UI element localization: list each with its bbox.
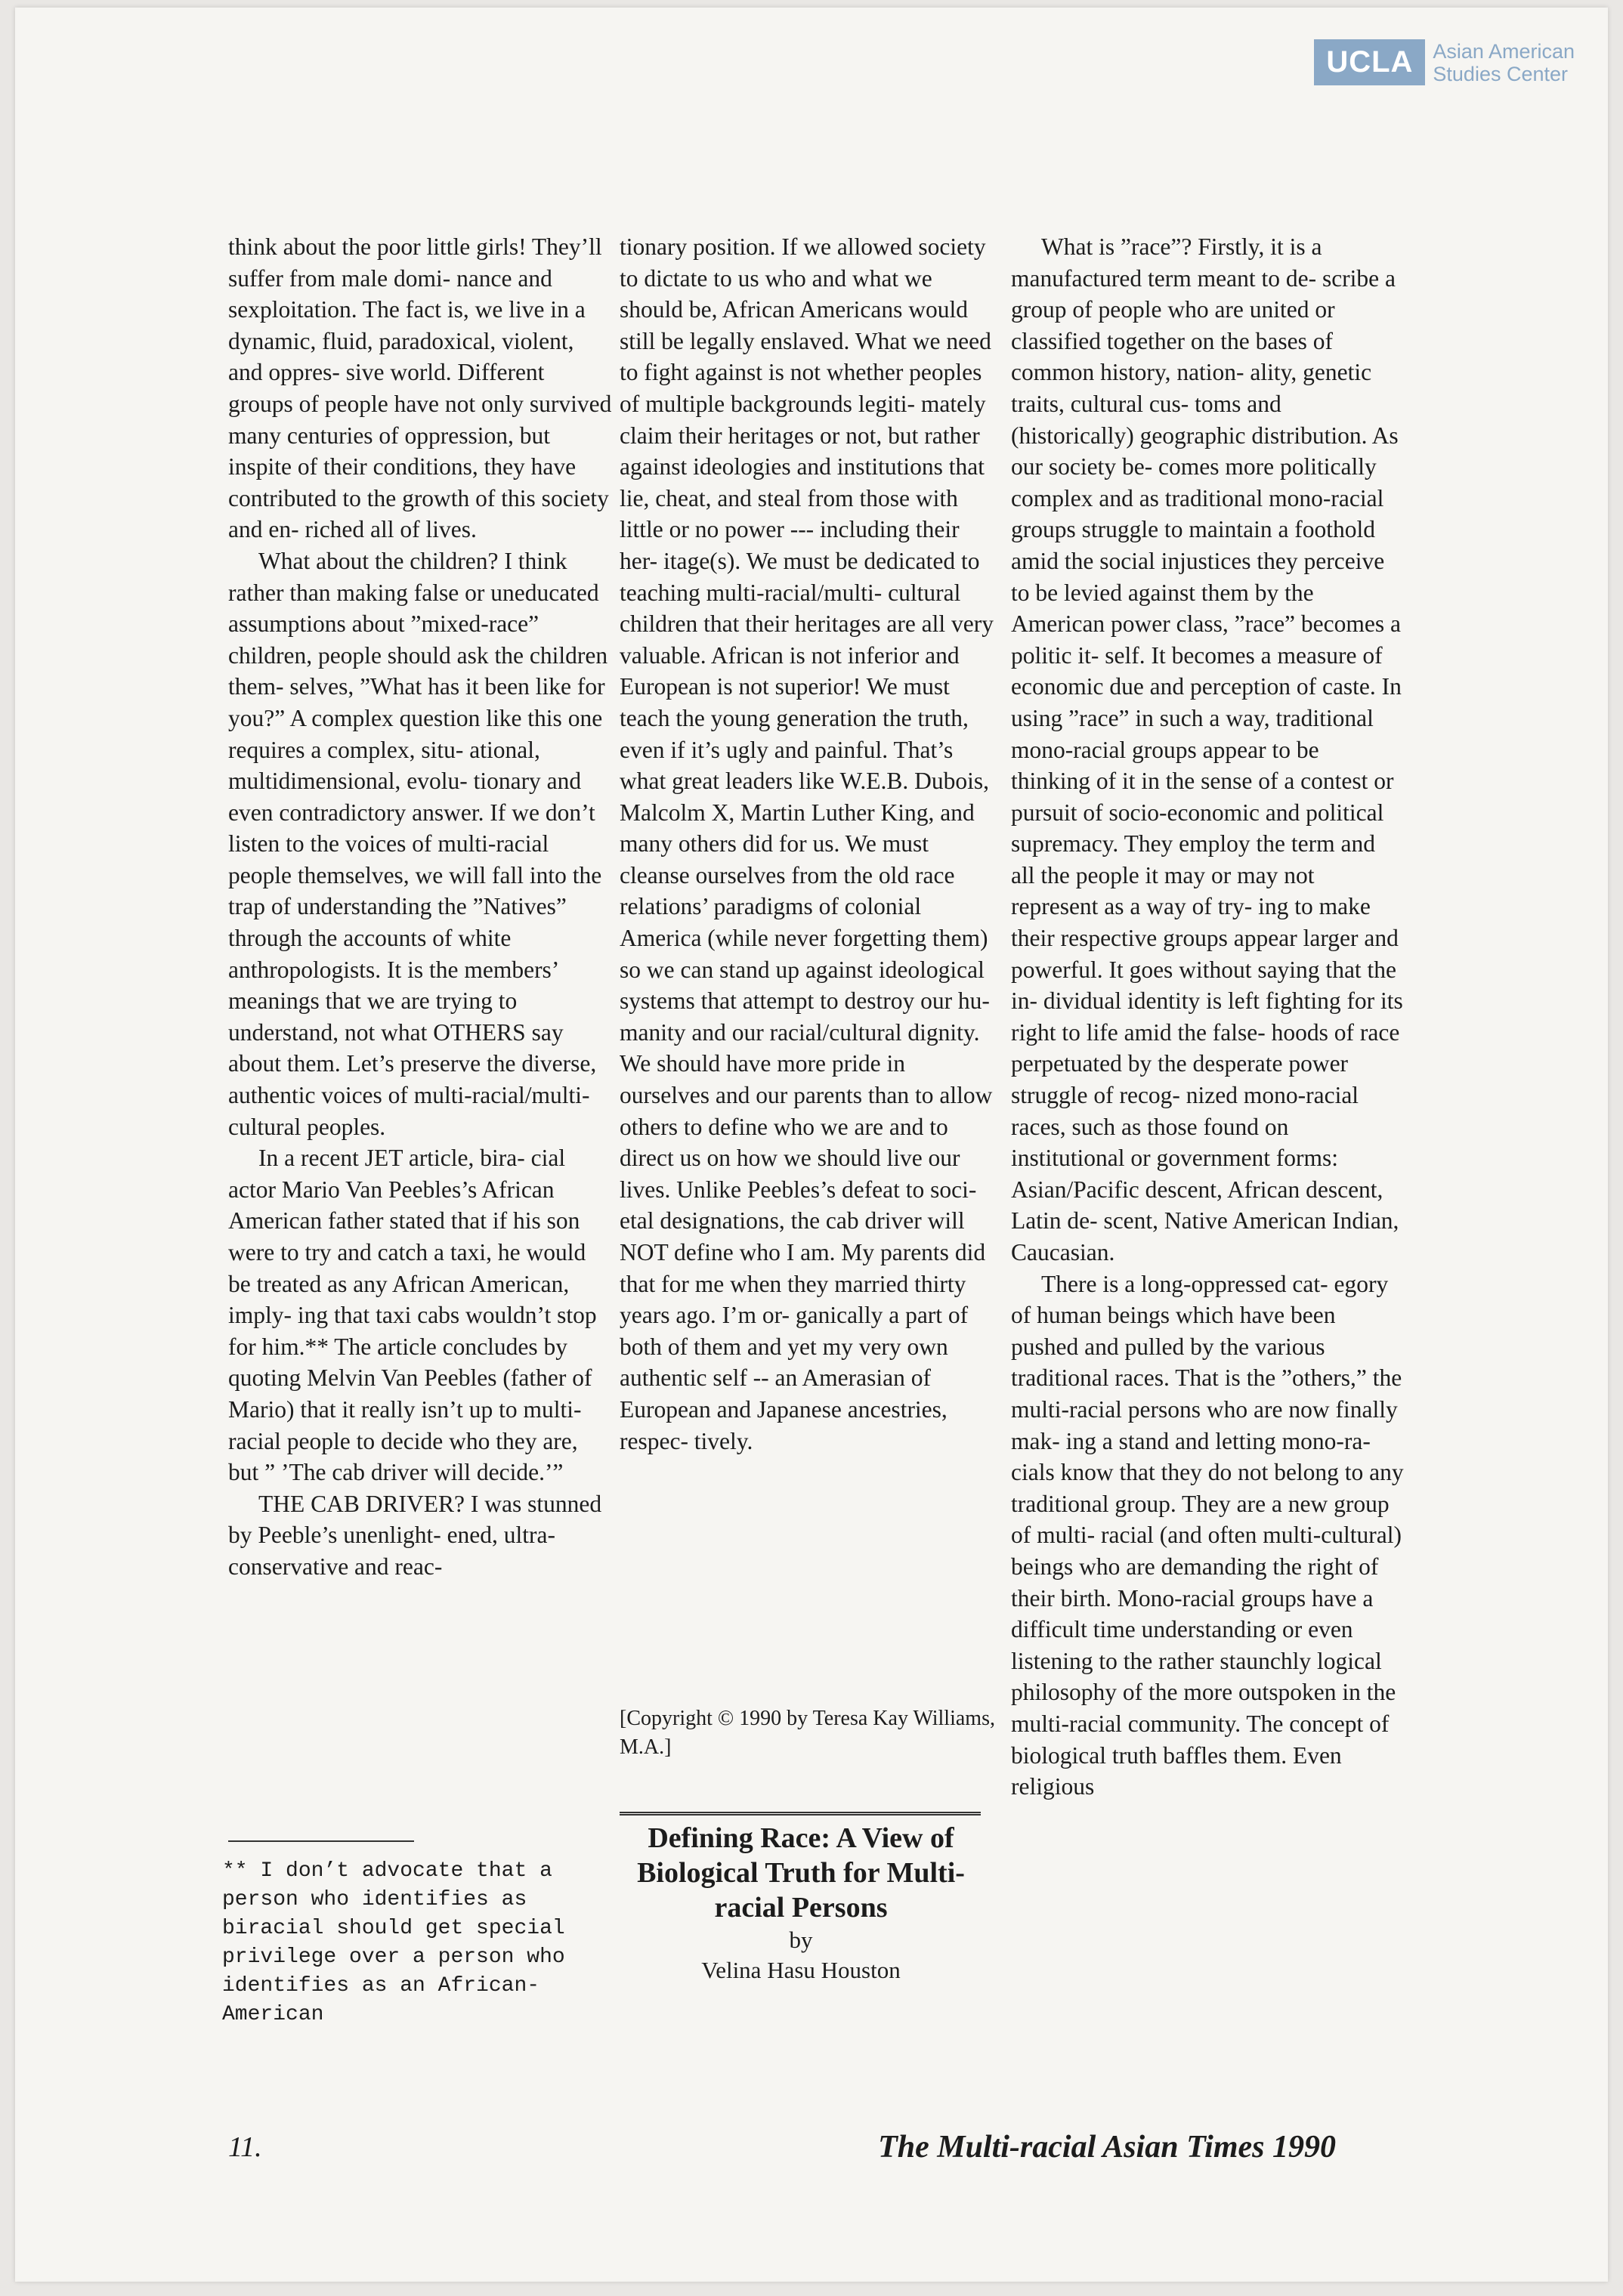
column-3 [1011, 231, 1404, 1803]
footnote: ** I don’t advocate that a person who identifies as biracial should get special privilege over a person who identifies as an African-American [222, 1859, 565, 2026]
logo-line-2: Studies Center [1433, 62, 1569, 85]
col1-paragraph-4: THE CAB DRIVER? I was stunned by Peeble’s unenlight- ened, ultra-conservative and reac- [228, 1490, 602, 1580]
logo-text [1433, 40, 1575, 85]
logo-mark: UCLA [1314, 39, 1425, 85]
column-2 [620, 231, 997, 1457]
col1-paragraph-1: think about the poor little girls! They’ll suffer from male domi- nance and sexploitation. The fact is, we live in a dynamic, fluid, paradoxical, violent, and oppres- sive world. Different groups of people have not only survived many centuries of oppression, but inspite of their conditions, they have contributed to the growth of this society and en- riched all of lives. [228, 233, 612, 543]
col3-paragraph-2: There is a long-oppressed cat- egory of human beings which have been pushed and pulled by the various traditional races. That is the ”others,” the multi-racial persons who are now finally mak- ing a stand and letting mono-ra- cials know that they do not belong to any traditional group. They are a new group of multi- racial (and often multi-cultural) beings who are demanding the right of their birth. Mono-racial groups have a difficult time understanding or even listening to the rather staunchly logical philosophy of the more outspoken in the multi-racial community. The concept of biological truth baffles them. Even religious [1011, 1270, 1404, 1800]
logo-line-1: Asian American [1433, 39, 1575, 63]
article-title: Defining Race: A View of Biological Truth for Multi-racial Persons [637, 1822, 965, 1924]
byline-by: by [789, 1927, 813, 1953]
publication-title: The Multi-racial Asian Times 1990 [878, 2130, 1336, 2165]
byline [620, 1925, 982, 1985]
title-divider [620, 1812, 981, 1815]
copyright-notice: [Copyright © 1990 by Teresa Kay Williams, M.A.] [620, 1707, 995, 1759]
column-1 [228, 231, 612, 1583]
col2-paragraph-1: tionary position. If we allowed society to dictate to us who and what we should be, African Americans would still be legally enslaved. What we need to fight against is not whether peoples of multiple backgrounds legiti- mately claim their heritages or not, but rather against ideologies and institutions that lie, cheat, and steal from those with little or no power --- including their her- itage(s). We must be dedicated to teaching multi-racial/multi- cultural children that their heritages are all very valuable. African is not inferior and European is not superior! We must teach the young generation the truth, even if it’s ugly and painful. That’s what great leaders like W.E.B. Dubois, Malcolm X, Martin Luther King, and many others did for us. We must cleanse ourselves from the old race relations’ paradigms of colonial America (while never forgetting them) so we can stand up against ideological systems that attempt to destroy our hu- manity and our racial/cultural dignity. We should have more pride in ourselves and our parents than to allow others to define who we are and to direct us on how we should live our lives. Unlike Peebles’s defeat to soci- etal designations, the cab driver will NOT define who I am. My parents did that for me when they married thirty years ago. I’m or- ganically a part of both of them and yet my very own authentic self -- an Amerasian of European and Japanese ancestries, respec- tively. [620, 233, 994, 1454]
col3-paragraph-1: What is ”race”? Firstly, it is a manufactured term meant to de- scribe a group of people who are united or classified together on the bases of common history, nation- ality, genetic traits, cultural cus- toms and (historically) geographic distribution. As our society be- comes more politically complex and as traditional mono-racial groups struggle to maintain a foothold amid the social injustices they perceive to be levied against them by the American power class, ”race” becomes a politic it- self. It becomes a measure of economic due and perception of caste. In using ”race” in such a way, traditional mono-racial groups appear to be thinking of it in the sense of a contest or pursuit of socio-economic and political supremacy. They employ the term and all the people it may or may not represent as a way of try- ing to make their respective groups appear larger and powerful. It goes without saying that the in- dividual identity is left fighting for its right to life amid the false- hoods of race perpetuated by the desperate power struggle of recog- nized mono-racial races, such as those found on institutional or government forms: Asian/Pacific descent, African descent, Latin de- scent, Native American Indian, Caucasian. [1011, 233, 1403, 1265]
page-number: 11. [228, 2131, 262, 2163]
document-page [15, 8, 1608, 2282]
col1-paragraph-2: What about the children? I think rather than making false or uneducated assumptions about ”mixed-race” children, people should ask the children them- selves, ”What has it been like for you?” A complex question like this one requires a complex, situ- ational, multidimensional, evolu- tionary and even contradictory answer. If we don’t listen to the voices of multi-racial people themselves, we will fall into the trap of understanding the ”Natives” through the accounts of white anthropologists. It is the members’ meanings that we are trying to understand, not what OTHERS say about them. Let’s preserve the diverse, authentic voices of multi-racial/multi- cultural peoples. [228, 547, 608, 1140]
ucla-logo [1314, 39, 1575, 85]
footnote-divider [228, 1840, 414, 1842]
col1-paragraph-3: In a recent JET article, bira- cial actor Mario Van Peebles’s African American father stated that if his son were to try and catch a taxi, he would be treated as any African American, imply- ing that taxi cabs wouldn’t stop for him.** The article concludes by quoting Melvin Van Peebles (father of Mario) that it really isn’t up to multi-racial people to decide who they are, but ” ’The cab driver will decide.’” [228, 1145, 597, 1486]
byline-author: Velina Hasu Houston [701, 1957, 901, 1983]
